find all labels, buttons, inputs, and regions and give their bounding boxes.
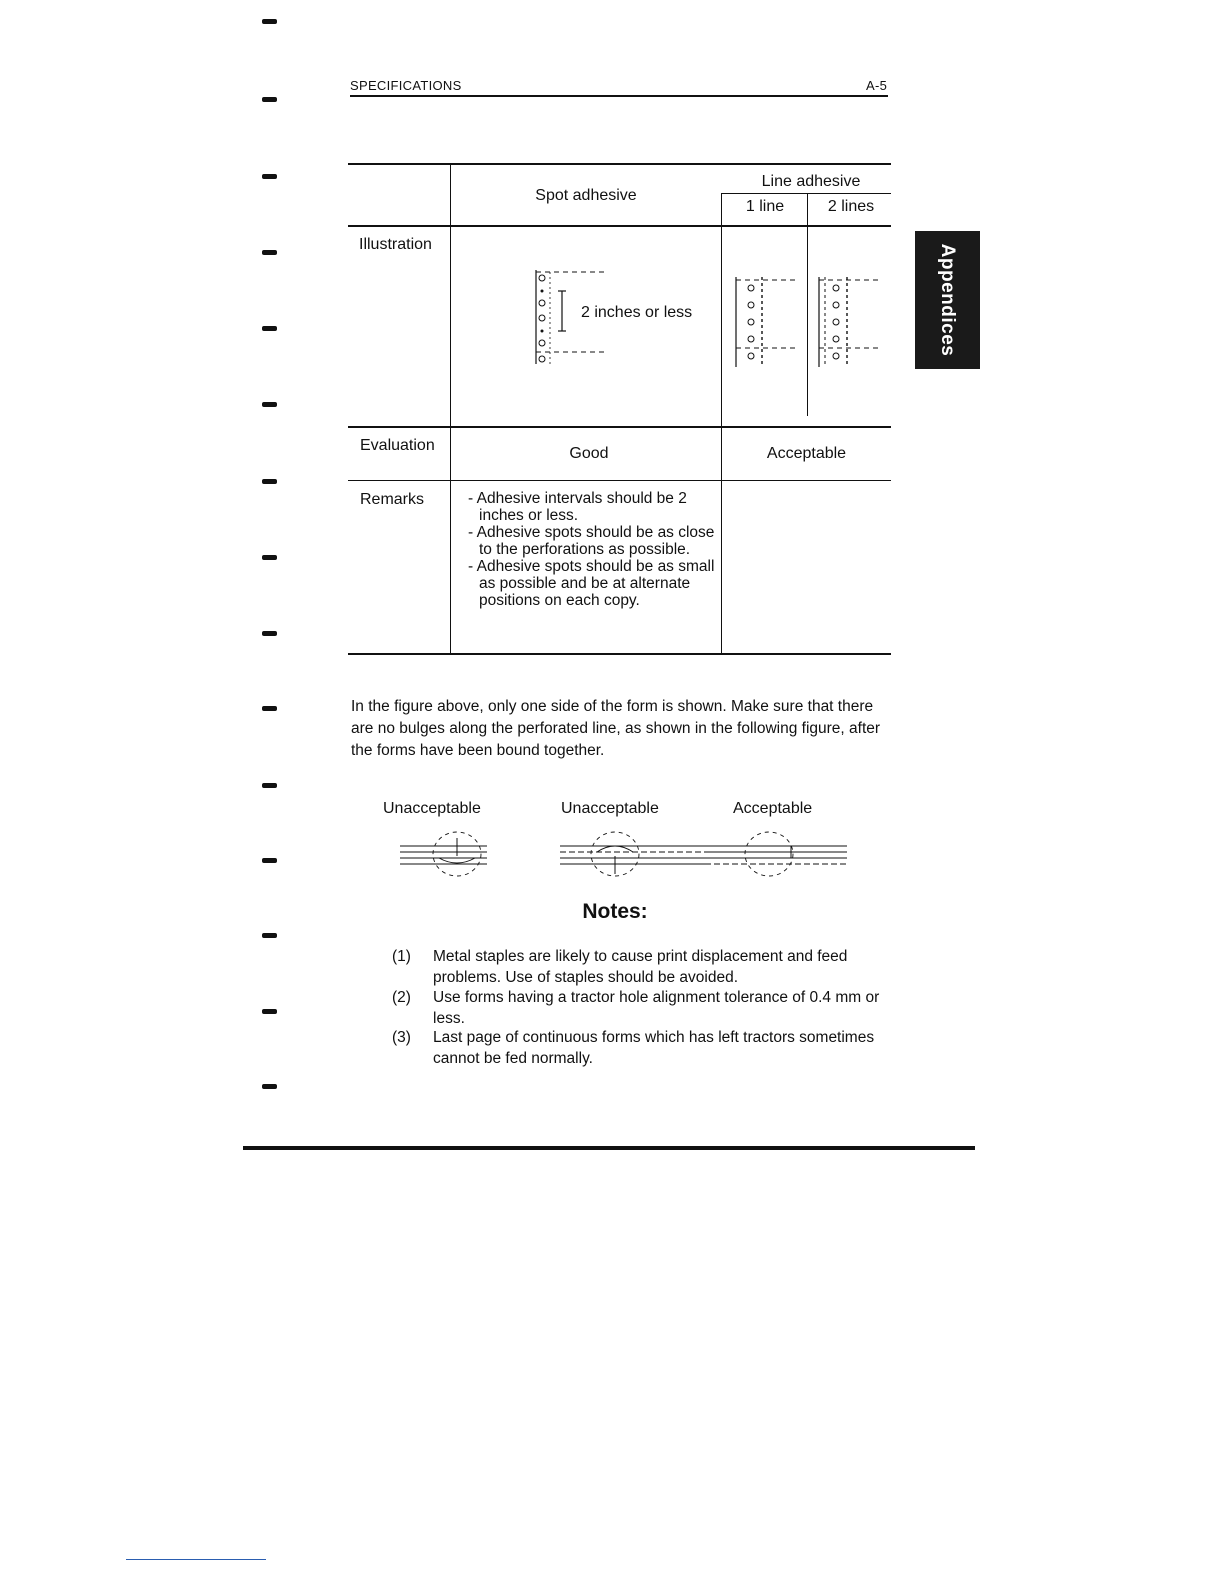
punch-mark (262, 858, 277, 863)
header-section: SPECIFICATIONS (350, 78, 462, 93)
bulge-figure (395, 826, 855, 884)
header-page-number: A-5 (866, 78, 888, 93)
table-col-rule-3 (807, 193, 808, 416)
punch-mark (262, 783, 277, 788)
notes-title: Notes: (582, 900, 648, 923)
punch-mark (262, 933, 277, 938)
punch-mark (262, 326, 277, 331)
figure-label-unacceptable-1: Unacceptable (383, 800, 481, 817)
note-text: Last page of continuous forms which has left tractors sometimes cannot be fed normally. (433, 1029, 875, 1067)
header-line-adhesive: Line adhesive (761, 173, 861, 190)
table-rule-header (348, 225, 891, 227)
punch-mark (262, 250, 277, 255)
evaluation-spot: Good (569, 445, 609, 462)
table-rule-top (348, 163, 891, 165)
figure-label-unacceptable-2: Unacceptable (561, 800, 659, 817)
remarks-list (468, 490, 718, 609)
one-line-illustration (732, 275, 802, 371)
bulge-unacceptable-2 (560, 832, 705, 876)
table-rule-bottom (348, 653, 891, 655)
note-number: (2) (392, 989, 411, 1006)
punch-mark (262, 555, 277, 560)
page-bottom-rule (243, 1146, 975, 1150)
bulge-acceptable (705, 832, 847, 876)
punch-mark (262, 19, 277, 24)
header-two-lines: 2 lines (827, 198, 875, 215)
appendices-tab (915, 231, 980, 369)
punch-mark (262, 174, 277, 179)
punch-mark (262, 631, 277, 636)
note-number: (3) (392, 1029, 411, 1046)
evaluation-line: Acceptable (766, 445, 847, 462)
note-number: (1) (392, 948, 411, 965)
punch-mark (262, 1009, 277, 1014)
body-paragraph: In the figure above, only one side of the form is shown. Make sure that there are no bulges along the perforated line, as shown in the following figure, after the forms have been bound together. (351, 698, 881, 759)
header-one-line: 1 line (745, 198, 785, 215)
row-label-evaluation: Evaluation (360, 437, 435, 454)
note-text: Use forms having a tractor hole alignment tolerance of 0.4 mm or less. (433, 989, 880, 1027)
remark-item: - Adhesive intervals should be 2 inches or less. (468, 490, 687, 524)
table-col-rule-2 (721, 193, 722, 654)
row-label-illustration: Illustration (359, 236, 432, 253)
remark-item: - Adhesive spots should be as small as possible and be at alternate positions on each copy. (468, 558, 715, 609)
spot-interval-annotation: 2 inches or less (581, 304, 693, 321)
punch-mark (262, 1084, 277, 1089)
figure-label-acceptable: Acceptable (733, 800, 813, 817)
header-rule (350, 95, 888, 97)
row-label-remarks: Remarks (360, 491, 425, 508)
two-lines-illustration (815, 275, 885, 371)
table-rule-illustration (348, 426, 891, 428)
note-item (392, 1027, 892, 1069)
note-item (392, 946, 892, 988)
punch-mark (262, 97, 277, 102)
header-spot-adhesive: Spot adhesive (535, 187, 637, 204)
note-item (392, 987, 892, 1029)
punch-mark (262, 402, 277, 407)
table-rule-evaluation (348, 480, 891, 481)
punch-mark (262, 706, 277, 711)
appendices-tab-label: Appendices (937, 243, 958, 357)
footer-mark (126, 1559, 266, 1560)
note-text: Metal staples are likely to cause print displacement and feed problems. Use of staples should be avoided. (433, 948, 848, 986)
punch-mark (262, 479, 277, 484)
bulge-unacceptable-1 (400, 832, 487, 876)
remark-item: - Adhesive spots should be as close to the perforations as possible. (468, 524, 715, 558)
table-col-rule-1 (450, 163, 451, 654)
